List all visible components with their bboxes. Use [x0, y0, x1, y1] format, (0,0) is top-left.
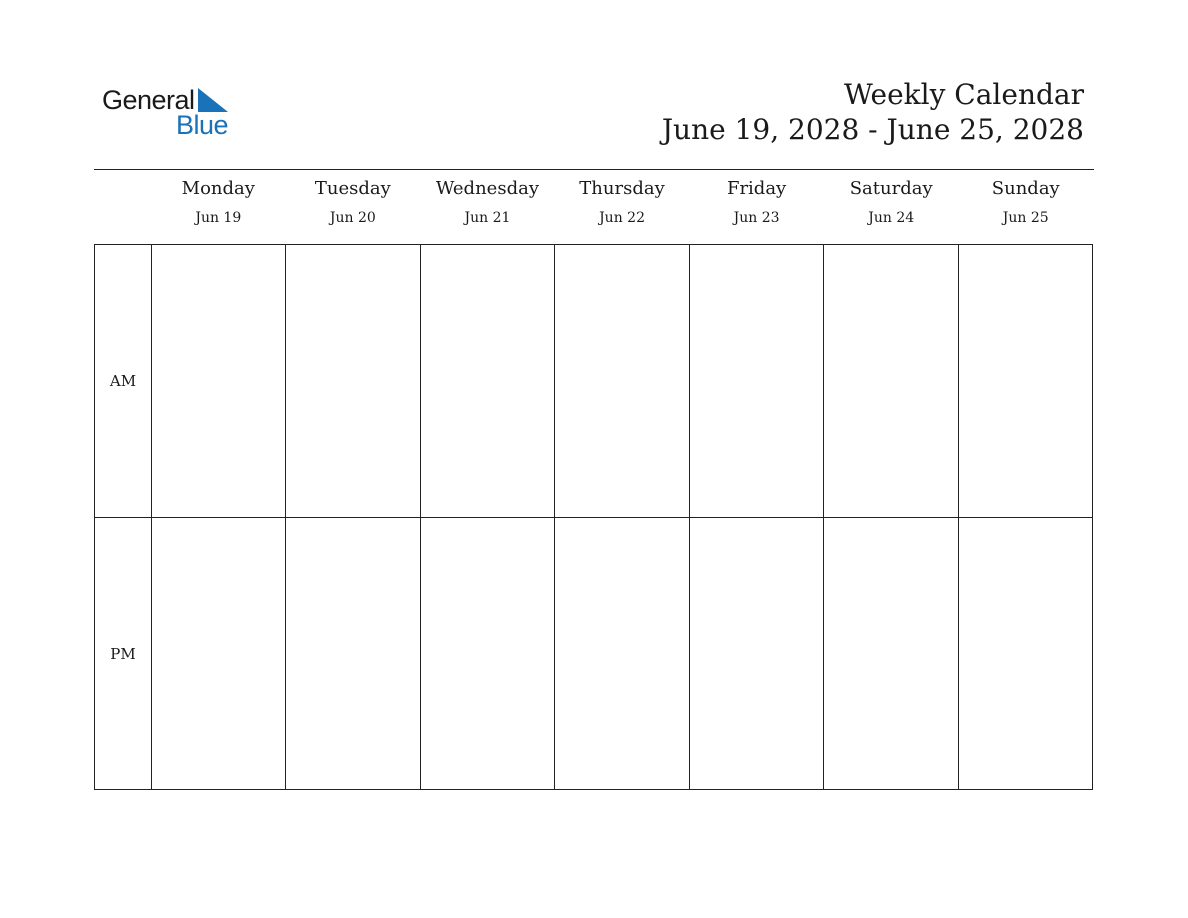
day-name: Thursday	[579, 178, 665, 199]
day-name: Friday	[726, 178, 787, 199]
am-row	[95, 245, 1092, 518]
day-header-row	[151, 170, 1093, 244]
am-label: AM	[95, 245, 152, 517]
calendar-title-block	[662, 78, 1084, 148]
day-header-saturday	[824, 170, 959, 244]
calendar-grid	[94, 244, 1093, 790]
cell-friday-pm[interactable]	[690, 518, 824, 789]
day-header-tuesday	[286, 170, 421, 244]
day-date: Jun 24	[868, 210, 915, 226]
logo-text-general: General	[102, 85, 195, 115]
cell-tuesday-am[interactable]	[286, 245, 420, 517]
cell-thursday-pm[interactable]	[555, 518, 689, 789]
day-header-wednesday	[420, 170, 555, 244]
cell-sunday-am[interactable]	[959, 245, 1092, 517]
day-header-monday	[151, 170, 286, 244]
cell-monday-am[interactable]	[152, 245, 286, 517]
day-header-friday	[689, 170, 824, 244]
cell-sunday-pm[interactable]	[959, 518, 1092, 789]
day-name: Wednesday	[435, 178, 539, 199]
cell-saturday-pm[interactable]	[824, 518, 958, 789]
day-date: Jun 25	[1002, 210, 1049, 226]
day-date: Jun 21	[464, 210, 511, 226]
cell-monday-pm[interactable]	[152, 518, 286, 789]
cell-friday-am[interactable]	[690, 245, 824, 517]
cell-thursday-am[interactable]	[555, 245, 689, 517]
cell-wednesday-am[interactable]	[421, 245, 555, 517]
pm-label: PM	[95, 518, 152, 789]
calendar-date-range: June 19, 2028 - June 25, 2028	[661, 113, 1084, 146]
generalblue-logo	[102, 84, 242, 144]
day-date: Jun 19	[195, 210, 242, 226]
day-name: Sunday	[991, 178, 1060, 199]
day-name: Monday	[181, 178, 255, 199]
logo-text-blue: Blue	[176, 110, 229, 140]
cell-saturday-am[interactable]	[824, 245, 958, 517]
day-date: Jun 23	[733, 210, 780, 226]
day-header-thursday	[555, 170, 690, 244]
day-name: Tuesday	[314, 178, 391, 199]
cell-tuesday-pm[interactable]	[286, 518, 420, 789]
cell-wednesday-pm[interactable]	[421, 518, 555, 789]
pm-row	[95, 518, 1092, 789]
day-header-sunday	[958, 170, 1093, 244]
day-date: Jun 22	[599, 210, 645, 226]
day-date: Jun 20	[329, 210, 376, 226]
calendar-title: Weekly Calendar	[844, 78, 1084, 111]
day-name: Saturday	[849, 178, 933, 199]
